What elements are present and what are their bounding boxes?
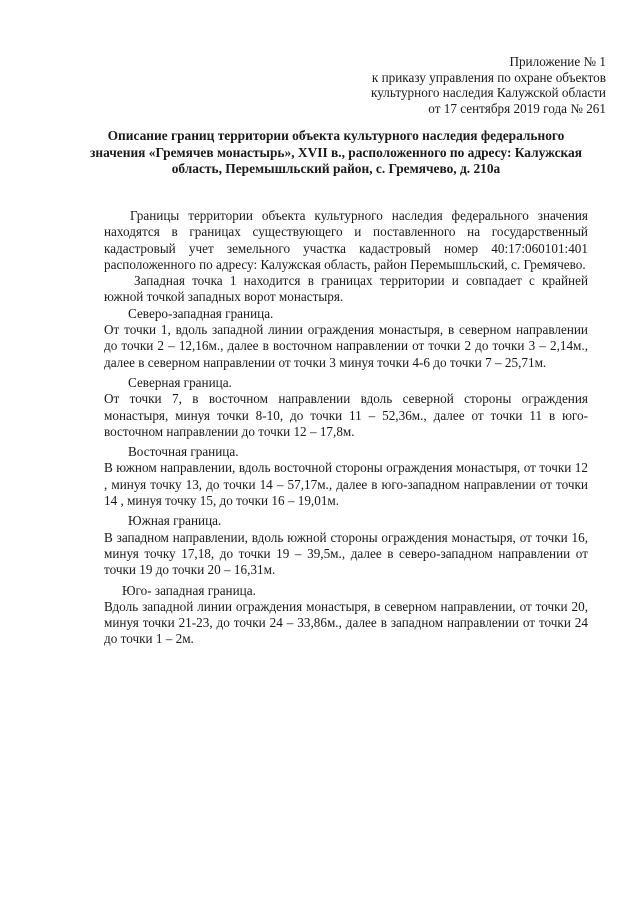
document-body (104, 208, 588, 648)
section-text-east: В южном направлении, вдоль восточной стороны ограждения монастыря, от точки 12 , минуя точку 13, до точки 14 – 57,17м., далее в юго-западном направлении от точки 14 , минуя точку 15, до точки 16 – 19,01м. (104, 460, 588, 509)
section-text-southwest: Вдоль западной линии ограждения монастыря, в северном направлении, от точки 20, минуя точки 21-23, до точки 24 – 33,86м., далее в западном направлении от точки 24 до точки 1 – 2м. (104, 598, 588, 647)
section-heading-east: Восточная граница. (128, 444, 239, 460)
section-heading-southwest: Юго- западная граница. (122, 582, 256, 598)
west-point-paragraph: Западная точка 1 находится в границах территории и совпадает с крайней южной точкой западных ворот монастыря. (104, 273, 588, 305)
section-heading-northwest: Северо-западная граница. (128, 305, 274, 321)
appendix-order-line: к приказу управления по охране объектов (371, 69, 606, 85)
section-text-northwest: От точки 1, вдоль западной линии ограждения монастыря, в северном направлении до точки 2 – 12,16м., далее в восточном направлении от точки 2 до точки 3 – 2,14м., далее в северном направлении от точки 3 минуя точки 4-6 до точки 7 – 25,71м. (104, 322, 588, 370)
appendix-date-line: от 17 сентября 2019 года № 261 (428, 100, 606, 116)
section-heading-north: Северная граница. (128, 374, 232, 390)
section-text-south: В западном направлении, вдоль южной стороны ограждения монастыря, от точки 16, минуя точку 17,18, до точки 19 – 39,5м., далее в северо-западном направлении от точки 19 до точки 20 – 16,31м. (104, 529, 588, 578)
section-heading-south: Южная граница. (128, 513, 222, 529)
intro-paragraph: Границы территории объекта культурного наследия федерального значения находятся в границах существующего и поставленного на государственный кадастровый учет земельного участка кадастровый номер 40:17:060101:401 расположенного по адресу: Калужская область, район Перемышльский, с. Гремячево. (104, 208, 588, 272)
appendix-number: Приложение № 1 (509, 54, 606, 69)
appendix-authority-line: культурного наследия Калужской области (371, 85, 606, 100)
document-title: Описание границ территории объекта культурного наследия федерального значения «Гремячев монастырь», XVII в., расположенного по адресу: Калужская область, Перемышльский район, с. Гремячево, д. 210а (89, 128, 582, 176)
appendix-block (371, 54, 606, 116)
section-text-north: От точки 7, в восточном направлении вдоль северной стороны ограждения монастыря, минуя точки 8-10, до точки 11 – 52,36м., далее от точки 11 в юго-восточном направлении до точки 12 – 17,8м. (104, 391, 588, 439)
